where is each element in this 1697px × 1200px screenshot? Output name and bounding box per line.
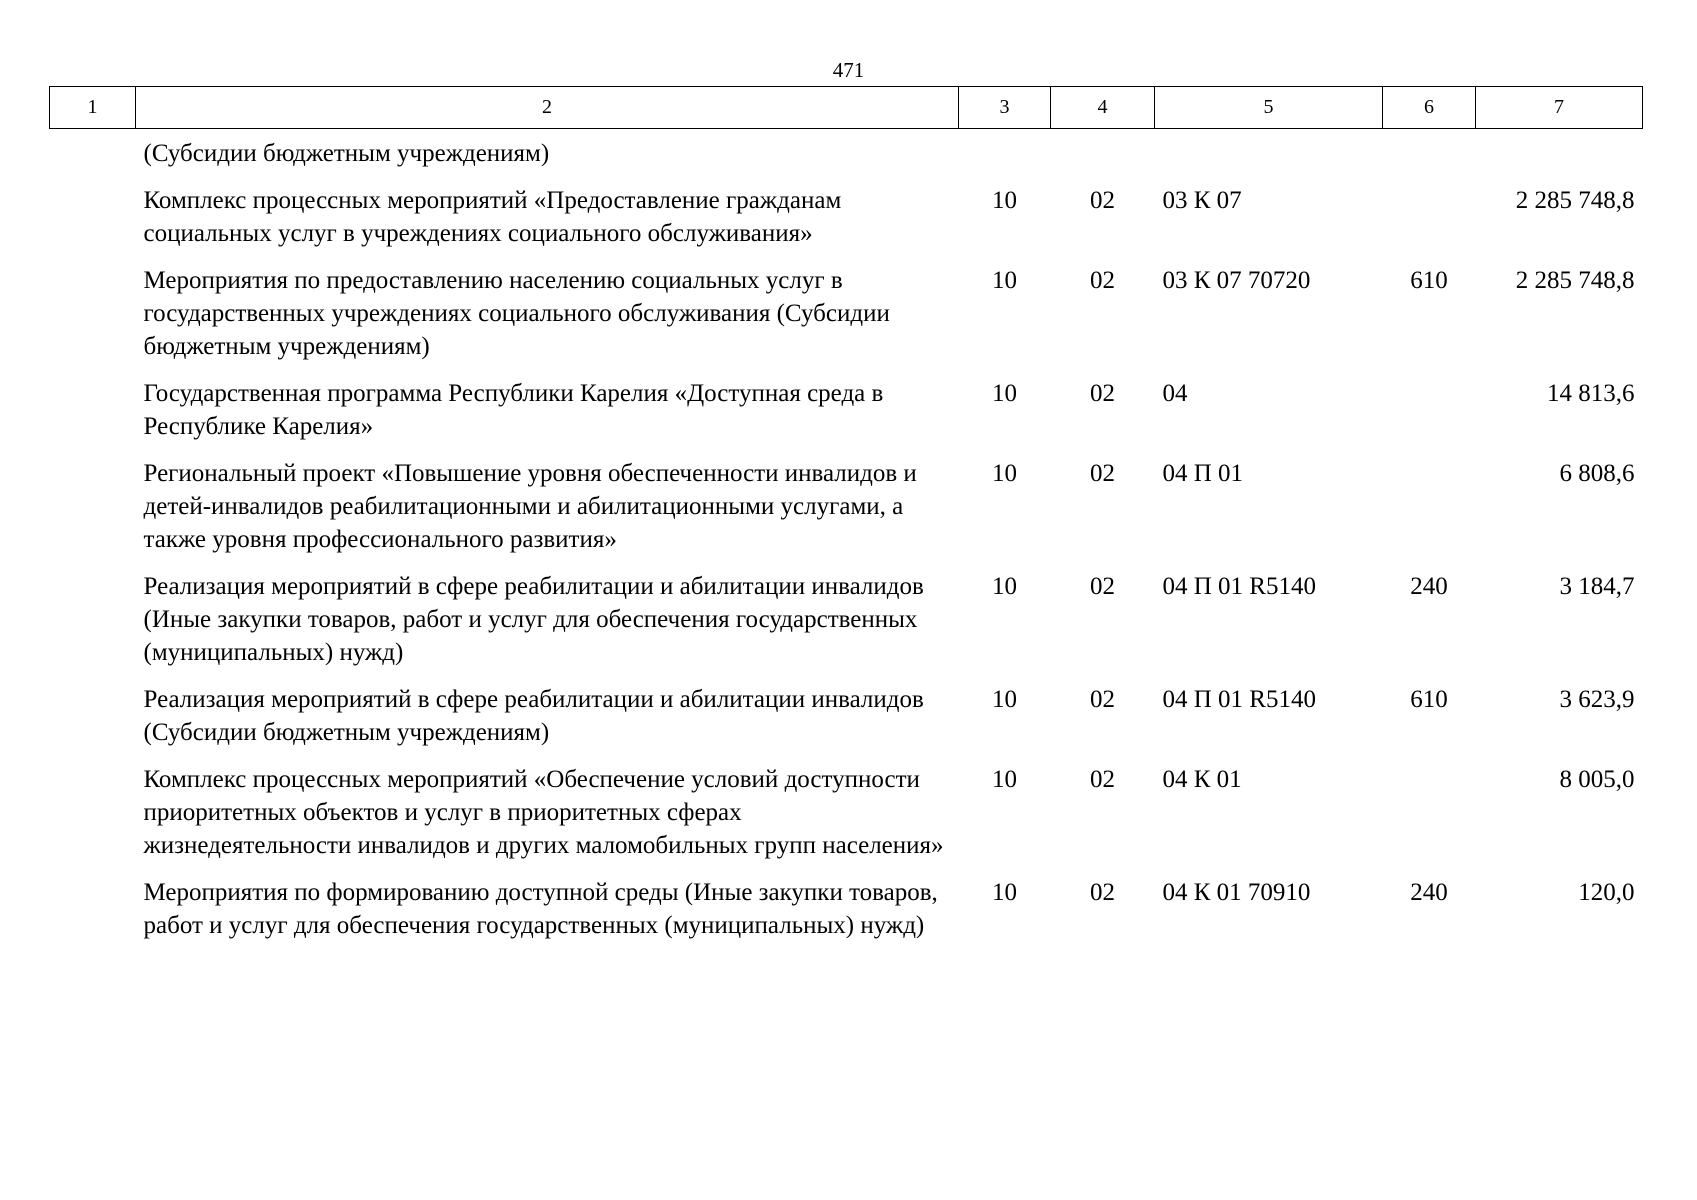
- column-header-7: 7: [1476, 87, 1643, 129]
- row-subsection: [1051, 129, 1155, 171]
- table-body: [50, 129, 1643, 943]
- row-expense-type: 240: [1410, 879, 1448, 906]
- row-subsection: 02: [1090, 766, 1115, 793]
- table-row: [50, 170, 1643, 250]
- table-row: [50, 556, 1643, 669]
- table-row: [50, 250, 1643, 363]
- table-row: [50, 749, 1643, 862]
- row-target: 03 К 07 70720: [1162, 267, 1311, 294]
- row-target: 04: [1162, 380, 1188, 407]
- column-header-4: 4: [1051, 87, 1155, 129]
- column-header-1: 1: [50, 87, 136, 129]
- row-expense-type: [1383, 363, 1476, 443]
- row-name: Региональный проект «Повышение уровня обеспеченности инвалидов и детей-инвалидов реабилитационными и абилитационными услугами, а также уровня профессионального развития»: [143, 460, 917, 553]
- table-row: [50, 443, 1643, 556]
- table-row: [50, 129, 1643, 171]
- row-subsection: 02: [1090, 879, 1115, 906]
- row-expense-type: 240: [1410, 573, 1448, 600]
- row-number-cell: [50, 862, 136, 942]
- row-name: Мероприятия по предоставлению населению социальных услуг в государственных учреждениях социального обслуживания (Субсидии бюджетным учреждениям): [143, 267, 890, 360]
- row-number-cell: [50, 669, 136, 749]
- column-header-3: 3: [959, 87, 1051, 129]
- row-name: Реализация мероприятий в сфере реабилитации и абилитации инвалидов (Субсидии бюджетным учреждениям): [143, 686, 924, 746]
- row-target: 04 П 01 R5140: [1162, 686, 1316, 713]
- row-section: 10: [992, 460, 1017, 487]
- row-amount: 14 813,6: [1547, 380, 1635, 407]
- row-target: 04 К 01 70910: [1162, 879, 1311, 906]
- row-amount: 120,0: [1578, 879, 1635, 906]
- row-target: 03 К 07: [1162, 187, 1242, 214]
- row-name: Государственная программа Республики Карелия «Доступная среда в Республике Карелия»: [143, 380, 884, 440]
- row-amount: [1476, 129, 1643, 171]
- row-expense-type: [1383, 170, 1476, 250]
- row-expense-type: [1383, 129, 1476, 171]
- row-section: 10: [992, 573, 1017, 600]
- table-row: [50, 669, 1643, 749]
- row-section: 10: [992, 879, 1017, 906]
- row-expense-type: 610: [1410, 267, 1448, 294]
- row-target: [1155, 129, 1383, 171]
- row-amount: 2 285 748,8: [1515, 267, 1635, 294]
- table-row: [50, 363, 1643, 443]
- row-number-cell: [50, 749, 136, 862]
- row-amount: 2 285 748,8: [1515, 187, 1635, 214]
- row-section: 10: [992, 686, 1017, 713]
- column-header-2: 2: [136, 87, 959, 129]
- row-expense-type: 610: [1410, 686, 1448, 713]
- row-expense-type: [1383, 443, 1476, 556]
- table-row: [50, 862, 1643, 942]
- row-target: 04 П 01: [1162, 460, 1244, 487]
- row-section: 10: [992, 380, 1017, 407]
- row-number-cell: [50, 363, 136, 443]
- row-number-cell: [50, 170, 136, 250]
- header-row: [50, 87, 1643, 129]
- column-header-5: 5: [1155, 87, 1383, 129]
- row-section: [959, 129, 1051, 171]
- row-section: 10: [992, 267, 1017, 294]
- budget-table: [49, 86, 1643, 942]
- row-number-cell: [50, 250, 136, 363]
- row-subsection: 02: [1090, 686, 1115, 713]
- row-amount: 3 184,7: [1559, 573, 1635, 600]
- row-amount: 8 005,0: [1559, 766, 1635, 793]
- row-subsection: 02: [1090, 573, 1115, 600]
- row-subsection: 02: [1090, 187, 1115, 214]
- row-number-cell: [50, 129, 136, 171]
- row-section: 10: [992, 187, 1017, 214]
- row-name: Комплекс процессных мероприятий «Предоставление гражданам социальных услуг в учреждениях социального обслуживания»: [143, 187, 842, 247]
- row-subsection: 02: [1090, 267, 1115, 294]
- row-name: (Субсидии бюджетным учреждениям): [143, 140, 550, 167]
- row-name: Комплекс процессных мероприятий «Обеспечение условий доступности приоритетных объектов и услуг в приоритетных сферах жизнедеятельности инвалидов и других маломобильных групп населения»: [143, 766, 944, 859]
- row-expense-type: [1383, 749, 1476, 862]
- table-header: [50, 87, 1643, 129]
- row-number-cell: [50, 556, 136, 669]
- row-target: 04 К 01: [1162, 766, 1242, 793]
- column-header-6: 6: [1383, 87, 1476, 129]
- row-amount: 3 623,9: [1559, 686, 1635, 713]
- row-amount: 6 808,6: [1559, 460, 1635, 487]
- row-target: 04 П 01 R5140: [1162, 573, 1316, 600]
- row-name: Мероприятия по формированию доступной среды (Иные закупки товаров, работ и услуг для обеспечения государственных (муниципальных) нужд): [143, 879, 938, 939]
- page-number: 471: [832, 58, 865, 82]
- row-subsection: 02: [1090, 380, 1115, 407]
- row-number-cell: [50, 443, 136, 556]
- row-subsection: 02: [1090, 460, 1115, 487]
- row-section: 10: [992, 766, 1017, 793]
- row-name: Реализация мероприятий в сфере реабилитации и абилитации инвалидов (Иные закупки товаров, работ и услуг для обеспечения государственных (муниципальных) нужд): [143, 573, 924, 666]
